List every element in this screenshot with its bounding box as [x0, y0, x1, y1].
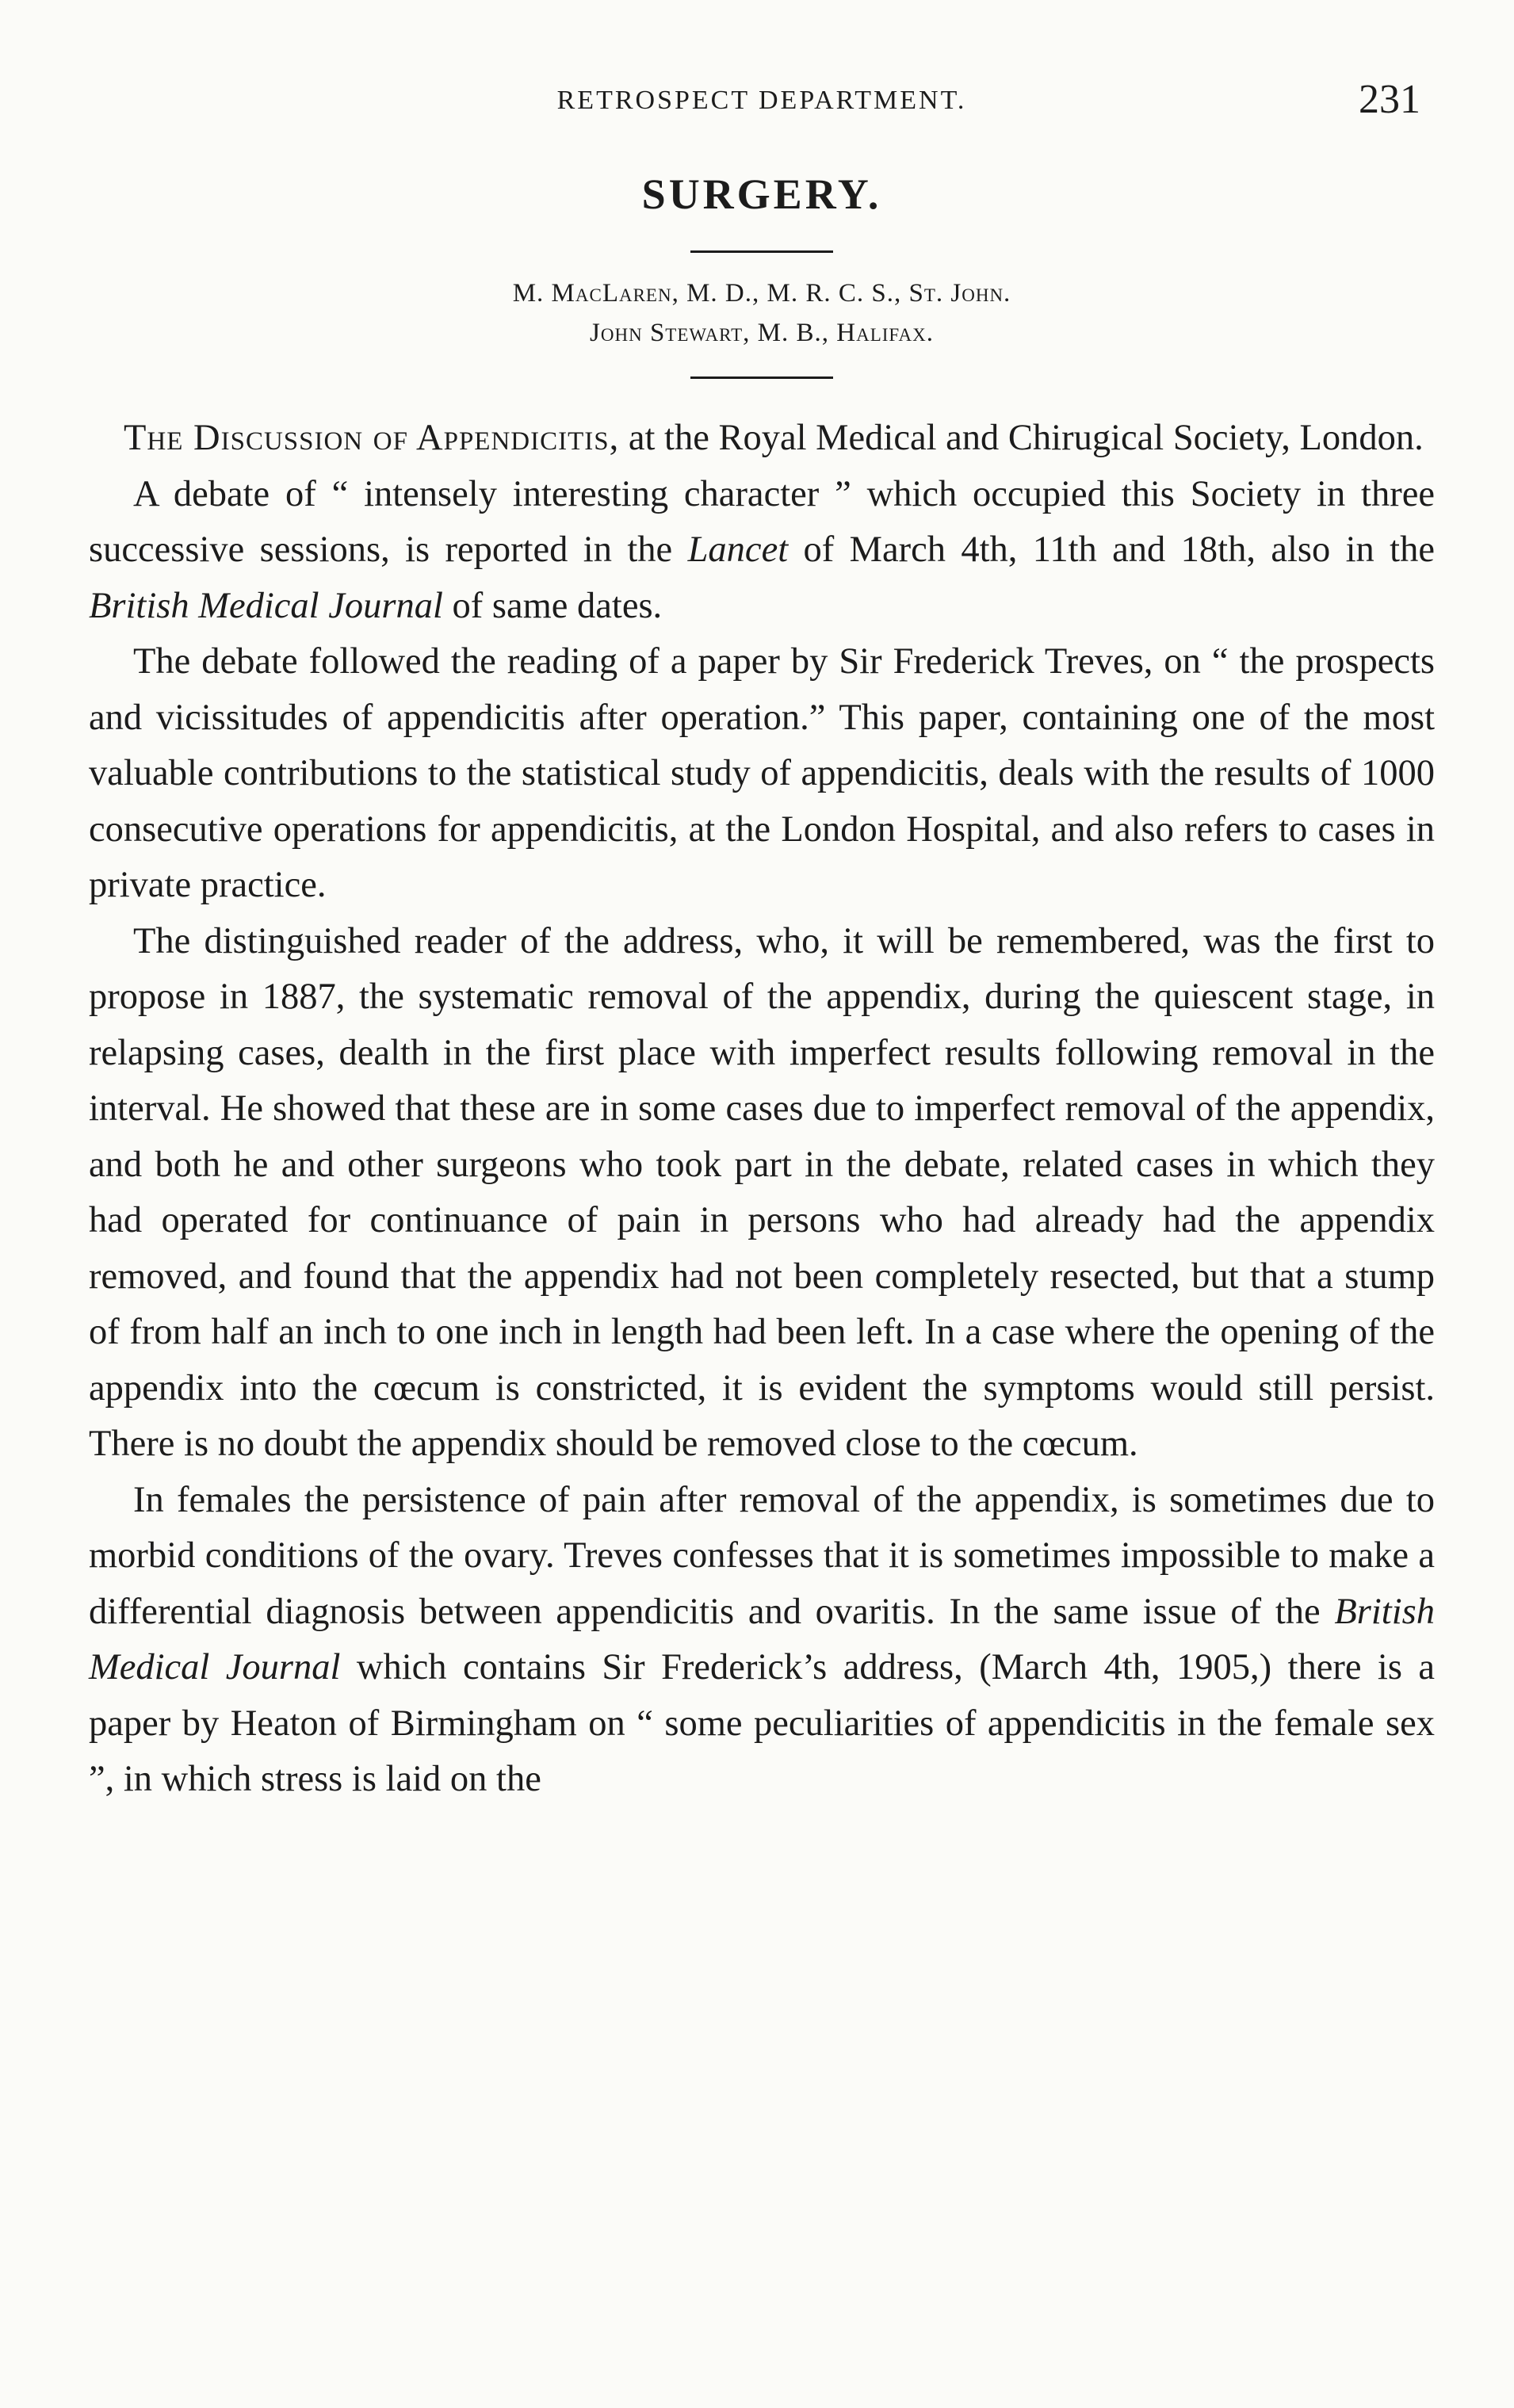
page-number: 231: [1359, 77, 1420, 122]
paragraph: The distinguished reader of the address, who, it will be remembered, was the first to propose in 1887, the systematic removal of the appendix, during the quiescent stage, in relapsing cases, dealth in the first place with imperfect results following removal in the interval. He showed that these are in some cases due to imperfect removal of the appendix, and both he and other surgeons who took part in the debate, related cases in which they had operated for continuance of pain in persons who had already had the appendix removed, and found that the appendix had not been completely resected, but that a stump of from half an inch to one inch in length had been left. In a case where the opening of the appendix into the cœcum is constricted, it is evident the symptoms would still persist. There is no doubt the appendix should be removed close to the cœcum.: [89, 920, 1435, 1464]
divider-rule: [690, 250, 833, 253]
paragraph-text: which contains Sir Frederick’s address, (March 4th, 1905,) there is a paper by Heaton of Birmingham on “ some peculiarities of appendicitis in the female sex ”, in which stress is laid on the: [89, 1647, 1435, 1799]
journal-title: Lancet: [687, 529, 789, 570]
author-line: John Stewart, M. B., Halifax.: [590, 319, 934, 347]
running-header: [89, 62, 1435, 125]
paragraph-text: at the Royal Medical and Chirugical Society, London.: [619, 418, 1424, 458]
lead-caps: The Discussion of Appendicitis,: [124, 418, 620, 458]
paragraph-text: A debate of “ intensely interesting character ” which occupied this Society in three successive sessions, is reported in the: [89, 473, 1435, 570]
section-title: SURGERY.: [641, 170, 882, 218]
journal-title: British Medical Journal: [89, 1591, 1435, 1688]
paragraph-text: of same dates.: [442, 585, 663, 626]
divider-rule: [690, 376, 833, 379]
author-block: [89, 273, 1435, 353]
journal-title: British Medical Journal: [89, 585, 443, 626]
paragraph: The debate followed the reading of a paper by Sir Frederick Treves, on “ the prospects and vicissitudes of appendicitis after operation.” This paper, containing one of the most valuable contributions to the statistical study of appendicitis, deals with the results of 1000 consecutive operations for appendicitis, at the London Hospital, and also refers to cases in private practice.: [89, 641, 1435, 905]
paragraph: [89, 467, 1435, 635]
author-line: M. MacLaren, M. D., M. R. C. S., St. John.: [512, 279, 1011, 308]
paragraph: [89, 411, 1435, 467]
running-title: RETROSPECT DEPARTMENT.: [556, 86, 967, 115]
paragraph-text: of March 4th, 11th and 18th, also in the: [788, 529, 1435, 570]
article-body: [89, 411, 1435, 1808]
paragraph-text: In females the persistence of pain after removal of the appendix, is sometimes due to morbid conditions of the ovary. Treves confesses that it is sometimes impossible to make a differential diagnosis between appendicitis and ovaritis. In the same issue of the: [89, 1479, 1435, 1632]
paragraph: [89, 1473, 1435, 1808]
document-page: [89, 62, 1435, 1808]
